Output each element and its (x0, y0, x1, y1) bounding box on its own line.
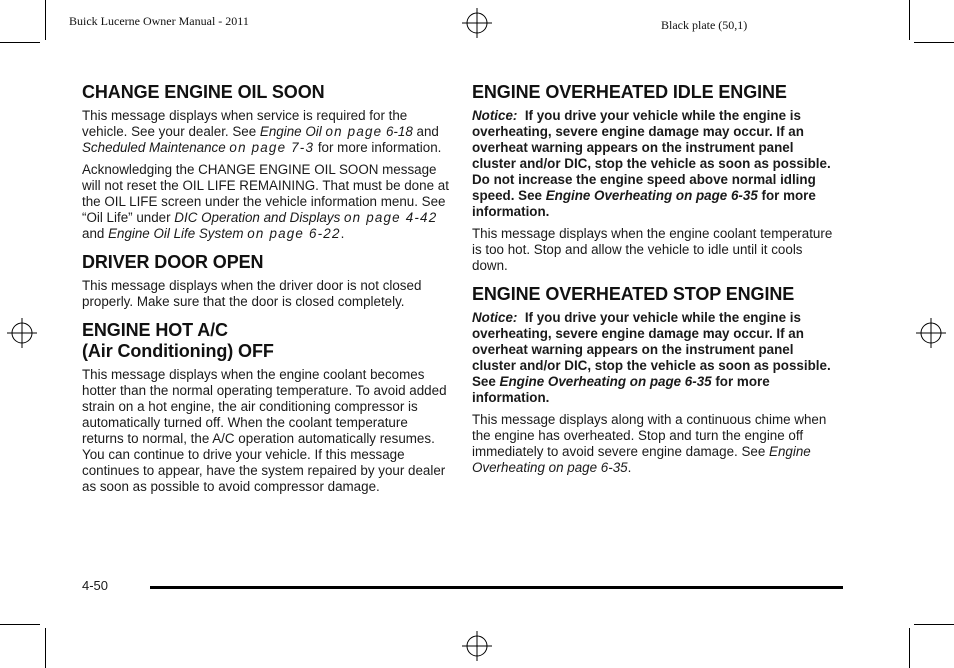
registration-mark-left (7, 318, 37, 348)
body-paragraph: This message displays when the engine coolant temperature is too hot. Stop and allow the vehicle to idle until it cools down. (472, 226, 833, 273)
section-heading: ENGINE HOT A/C (Air Conditioning) OFF (82, 320, 274, 361)
notice-paragraph: Notice: If you drive your vehicle while the engine is overheating, severe engine damage may occur. If an overheat warning appears on the instrument panel cluster and/or DIC, stop the vehicle as soon as possible. Do not increase the engine speed above normal idling speed. See Engine Overheating on page 6-35 for more information. (472, 108, 835, 219)
running-header-title: Buick Lucerne Owner Manual - 2011 (69, 14, 249, 28)
cross-reference: DIC Operation and Displays on page 4-42 (174, 210, 438, 225)
section-heading: DRIVER DOOR OPEN (82, 252, 264, 272)
body-paragraph: This message displays when the driver door is not closed properly. Make sure that the door is closed completely. (82, 278, 422, 309)
registration-mark-bottom (462, 631, 492, 661)
cross-reference: Engine Oil Life System on page 6-22 (108, 226, 341, 241)
crop-mark (0, 624, 40, 625)
body-paragraph: This message displays along with a continuous chime when the engine has overheated. Stop and turn the engine off immediately to avoid severe engine damage. See Engine Overheating on page 6-35. (472, 412, 827, 475)
notice-paragraph: Notice: If you drive your vehicle while the engine is overheating, severe engine damage may occur. If an overheat warning appears on the instrument panel cluster and/or DIC, stop the vehicle as soon as possible. See Engine Overheating on page 6-35 for more information. (472, 310, 835, 405)
notice-label: Notice: (472, 310, 518, 325)
crop-mark (914, 624, 954, 625)
crop-mark (45, 628, 46, 668)
cross-reference: Engine Overheating on page 6-35 (472, 444, 811, 475)
cross-reference: Engine Overheating on page 6-35 (545, 188, 758, 203)
section-heading: CHANGE ENGINE OIL SOON (82, 82, 325, 102)
left-column (82, 82, 450, 495)
section-heading: ENGINE OVERHEATED IDLE ENGINE (472, 82, 787, 102)
crop-mark (909, 0, 910, 40)
body-paragraph: This message displays when service is required for the vehicle. See your dealer. See Engine Oil on page 6-18 and Scheduled Maintenance on page 7-3 for more information. (82, 108, 442, 155)
crop-mark (45, 0, 46, 40)
running-header-plate: Black plate (50,1) (661, 18, 748, 32)
footer-rule (150, 586, 843, 589)
cross-reference: Scheduled Maintenance on page 7-3 (82, 140, 315, 155)
section-heading: ENGINE OVERHEATED STOP ENGINE (472, 284, 795, 304)
cross-reference: Engine Oil on page 6-18 (259, 124, 413, 139)
registration-mark-right (916, 318, 946, 348)
crop-mark (914, 42, 954, 43)
page-number: 4-50 (82, 578, 109, 593)
right-column (472, 82, 840, 476)
notice-label: Notice: (472, 108, 518, 123)
body-paragraph: This message displays when the engine coolant becomes hotter than the normal operating temperature. To avoid added strain on a hot engine, the air conditioning compressor is automatically turned off. When the coolant temperature returns to normal, the A/C operation automatically resumes. You can continue to drive your vehicle. If this message continues to appear, have the system repaired by your dealer as soon as possible to avoid compressor damage. (82, 367, 447, 494)
crop-mark (909, 628, 910, 668)
registration-mark-top (462, 8, 492, 38)
body-paragraph: Acknowledging the CHANGE ENGINE OIL SOON message will not reset the OIL LIFE REMAINING. That must be done at the OIL LIFE screen under the vehicle information menu. See “Oil Life” under DIC Operation and Displays on page 4-42 and Engine Oil Life System on page 6-22. (82, 162, 449, 241)
crop-mark (0, 42, 40, 43)
cross-reference: Engine Overheating on page 6-35 (499, 374, 712, 389)
